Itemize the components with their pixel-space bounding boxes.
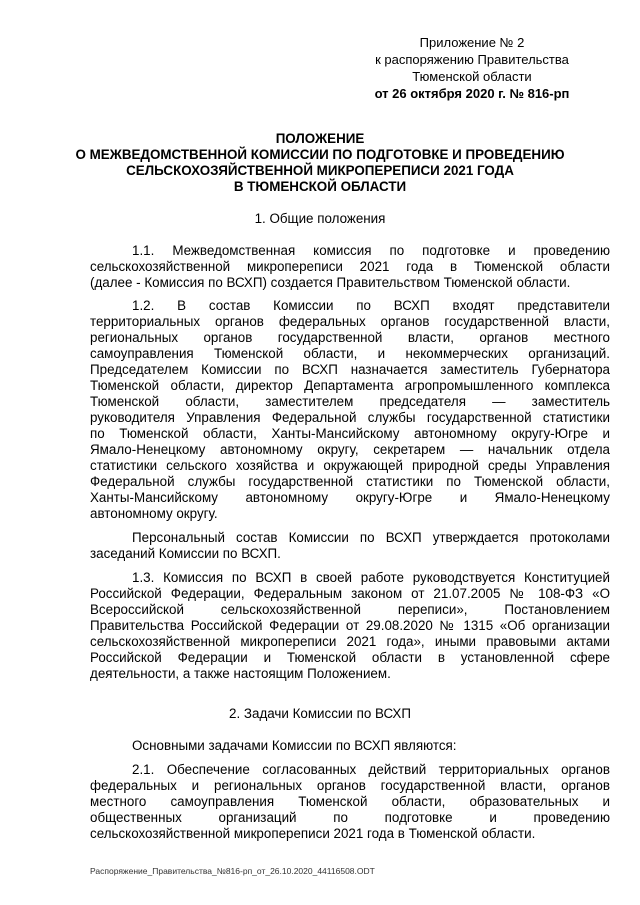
- title-line: В ТЮМЕНСКОЙ ОБЛАСТИ: [233, 179, 407, 194]
- text-line: 2.1. Обеспечение согласованных действий территориальных органов: [132, 762, 610, 777]
- text-line: сельскохозяйственной микропереписи 2021 года в Тюменской области.: [90, 826, 536, 841]
- text-line: Всероссийской сельскохозяйственной переписи», Постановлением: [90, 602, 610, 617]
- text-line: Тюменской области, заместителем председателя — заместитель: [90, 394, 610, 409]
- text-line: 1.3. Комиссия по ВСХП в своей работе руководствуется Конституцией: [132, 570, 610, 585]
- text-line: 1.2. В состав Комиссии по ВСХП входят представители: [132, 298, 610, 313]
- text-line: заседаний Комиссии по ВСХП.: [90, 546, 281, 561]
- appendix-date: от 26 октября 2020 г. № 816-рп: [374, 86, 570, 101]
- paragraph-1-3: [90, 570, 610, 682]
- appendix-region: Тюменской области: [412, 69, 532, 84]
- text-line: Основными задачами Комиссии по ВСХП являются:: [132, 738, 457, 753]
- text-line: сельскохозяйственной микропереписи 2021 года», иными правовыми актами: [90, 634, 610, 649]
- text-line: Ханты-Мансийскому автономному округу-Югре и Ямало-Ненецкому: [90, 490, 610, 505]
- text-line: Российской Федерации, Федеральным законом от 21.07.2005 № 108-ФЗ «О: [90, 586, 610, 601]
- text-line: Председателем Комиссии по ВСХП назначается заместитель Губернатора: [90, 362, 610, 377]
- text-line: территориальных органов федеральных органов государственной власти,: [90, 314, 610, 329]
- text-line: самоуправления Тюменской области, и некоммерческих организаций.: [90, 346, 610, 361]
- text-line: по Тюменской области, Ханты-Мансийскому автономному округу-Югре и: [90, 426, 610, 441]
- text-line: деятельности, а также настоящим Положением.: [90, 666, 391, 681]
- section-2-heading: 2. Задачи Комиссии по ВСХП: [229, 706, 411, 721]
- text-line: (далее - Комиссия по ВСХП) создается Правительством Тюменской области.: [90, 275, 571, 290]
- text-line: Федеральной службы государственной статистики по Тюменской области,: [90, 474, 610, 489]
- appendix-reference: к распоряжению Правительства: [375, 52, 569, 67]
- section-1-heading: 1. Общие положения: [254, 211, 386, 226]
- paragraph-2-1: [90, 762, 610, 842]
- text-line: федеральных и региональных органов государственной власти, органов: [90, 778, 610, 793]
- text-line: Тюменской области, директор Департамента агропромышленного комплекса: [90, 378, 610, 393]
- paragraph-personal-composition: [90, 530, 610, 562]
- text-line: 1.1. Межведомственная комиссия по подготовке и проведению: [132, 243, 610, 258]
- text-line: руководителя Управления Федеральной службы государственной статистики: [90, 410, 610, 425]
- document-title: [70, 131, 570, 195]
- title-line: ПОЛОЖЕНИЕ: [275, 131, 365, 146]
- paragraph-tasks-intro: [90, 738, 610, 754]
- title-line: О МЕЖВЕДОМСТВЕННОЙ КОМИССИИ ПО ПОДГОТОВКЕ И ПРОВЕДЕНИЮ: [75, 147, 565, 162]
- text-line: местного самоуправления Тюменской области, образовательных и: [90, 794, 610, 809]
- text-line: Правительства Российской Федерации от 29.08.2020 № 1315 «Об организации: [90, 618, 610, 633]
- text-line: статистики сельского хозяйства и окружающей природной среды Управления: [90, 458, 610, 473]
- text-line: автономному округу.: [90, 506, 218, 521]
- text-line: общественных организаций по подготовке и проведению: [90, 810, 610, 825]
- text-line: Ямало-Ненецкому автономному округу, секретарем — начальник отдела: [90, 442, 610, 457]
- text-line: сельскохозяйственной микропереписи 2021 года в Тюменской области: [90, 259, 610, 274]
- appendix-number: Приложение № 2: [419, 35, 525, 50]
- text-line: региональных органов государственной власти, органов местного: [90, 330, 610, 345]
- text-line: Персональный состав Комиссии по ВСХП утверждается протоколами: [132, 530, 610, 545]
- title-line: СЕЛЬСКОХОЗЯЙСТВЕННОЙ МИКРОПЕРЕПИСИ 2021 ГОДА: [126, 163, 514, 178]
- file-footer: Распоряжение_Правительства_№816-рп_от_26.10.2020_44116508.ODT: [90, 866, 375, 876]
- paragraph-1-2: [90, 298, 610, 522]
- appendix-header: [342, 34, 602, 102]
- paragraph-1-1: [90, 243, 610, 291]
- text-line: Российской Федерации и Тюменской области в установленной сфере: [90, 650, 610, 665]
